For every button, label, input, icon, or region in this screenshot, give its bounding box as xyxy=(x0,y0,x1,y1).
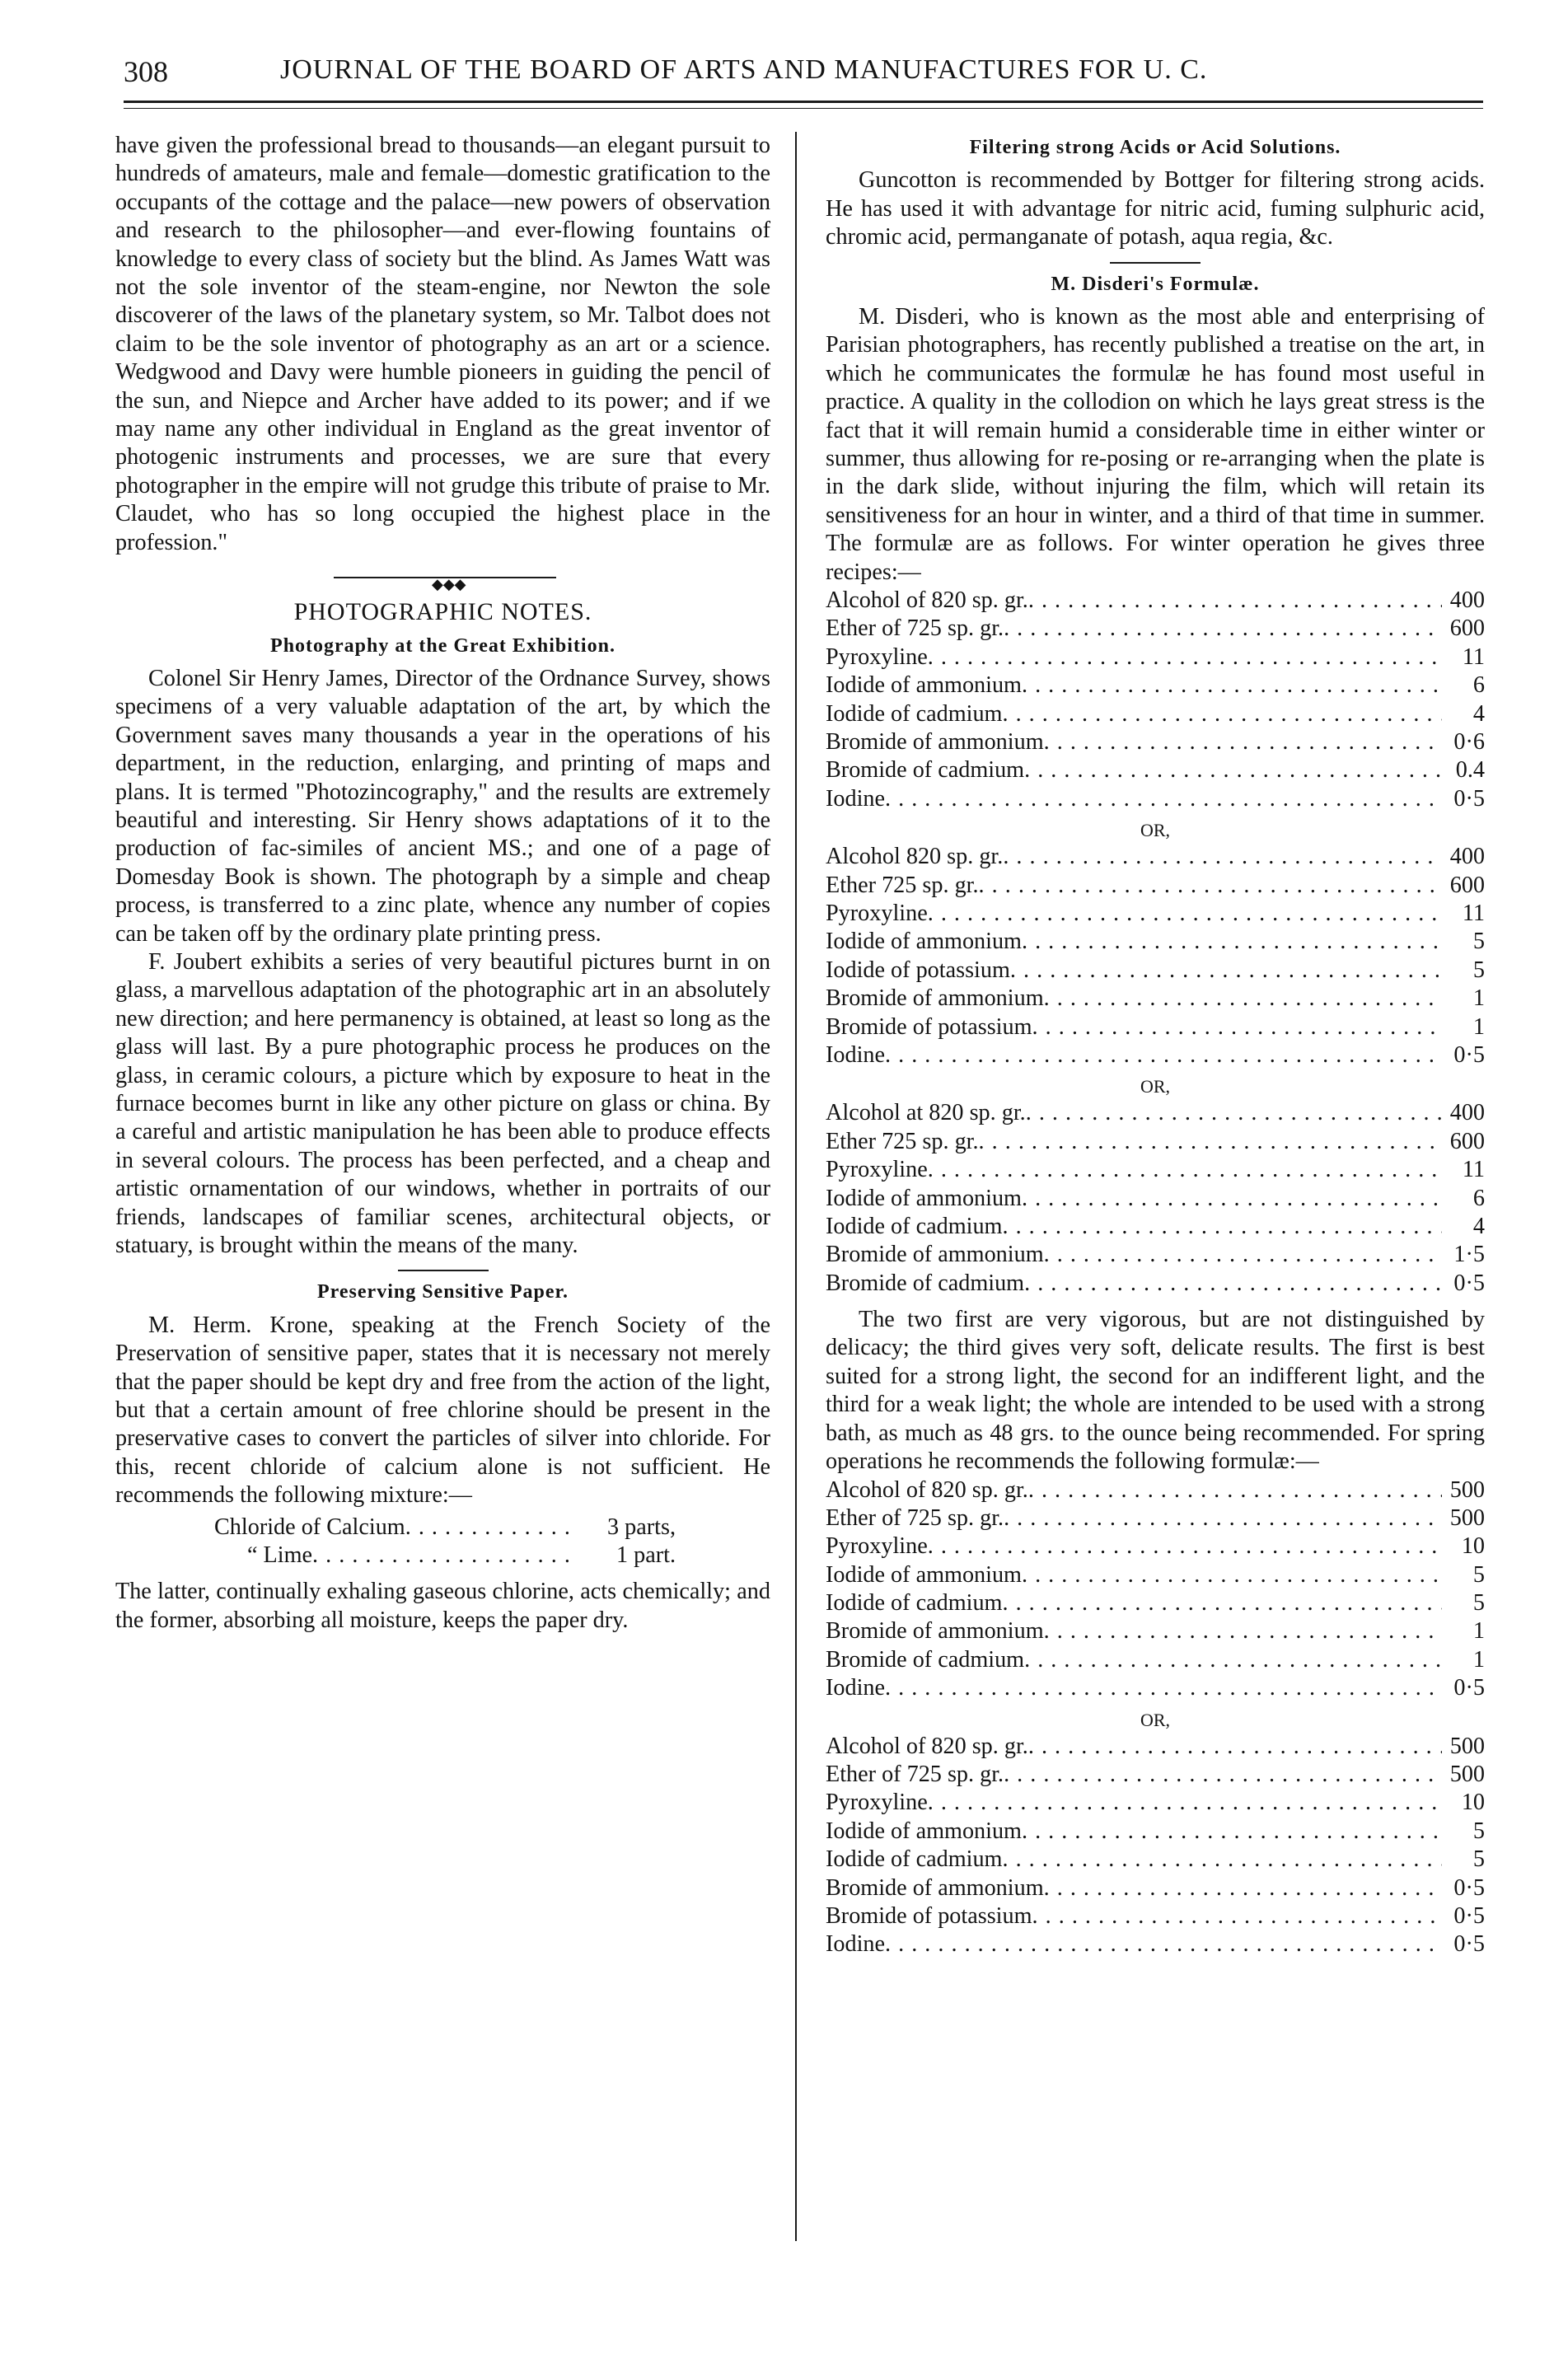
ingredient-quantity: 0·5 xyxy=(1442,785,1485,813)
ingredient-quantity: 1·5 xyxy=(1442,1241,1485,1269)
right-column xyxy=(826,132,1485,1959)
recipe-row xyxy=(826,643,1485,671)
ingredient-name: Bromide of ammonium . . . xyxy=(826,1874,1442,1902)
recipe-row xyxy=(826,1504,1485,1532)
ingredient-name: Pyroxyline . . . xyxy=(826,900,1442,928)
recipe-row xyxy=(826,785,1485,813)
subsection-heading: Preserving Sensitive Paper. xyxy=(317,1281,569,1303)
recipe-row xyxy=(826,1476,1485,1504)
ingredient-name: Alcohol at 820 sp. gr. . . . xyxy=(826,1099,1442,1127)
recipe-row xyxy=(826,1789,1485,1817)
recipe-row xyxy=(826,1617,1485,1645)
recipe-list xyxy=(826,1733,1485,1959)
ingredient-quantity: 0.4 xyxy=(1442,756,1485,784)
paragraph: The latter, continually exhaling gaseous chlorine, acts chemically; and the former, absorbing all moisture, keeps the paper dry. xyxy=(115,1579,770,1633)
recipe-row xyxy=(826,1646,1485,1674)
ingredient-quantity: 5 xyxy=(1442,928,1485,956)
recipe-row xyxy=(826,671,1485,700)
ingredient-name: Bromide of ammonium . . . xyxy=(826,985,1442,1013)
recipe-row xyxy=(826,985,1485,1013)
recipe-row xyxy=(826,1532,1485,1561)
recipe-row xyxy=(826,1874,1485,1902)
ingredient-quantity: 11 xyxy=(1442,900,1485,928)
ingredient-name: Bromide of cadmium . . . xyxy=(826,756,1442,784)
ingredient-quantity: 10 xyxy=(1442,1789,1485,1817)
recipe-row xyxy=(826,1674,1485,1702)
paragraph: have given the professional bread to thousands—an elegant pursuit to hundreds of amateurs, male and female—domestic gratification to the occupants of the cottage and the palace—new powers of observation and research to the philosopher—and ever-flowing fountains of knowledge to every class of society but the blind. As James Watt was not the sole inventor of the steam-engine, nor Newton the sole discoverer of the laws of the planetary system, so Mr. Talbot does not claim to be the sole inventor of photography as an art or a science. Wedgwood and Davy were humble pioneers in guiding the pencil of the sun, and Niepce and Archer have added to its power; and if we may name any other individual in England as the great inventor of photogenic instruments and processes, we are sure that every photographer in the empire will not grudge this tribute of praise to Mr. Claudet, who has so long occupied the highest place in the profession." xyxy=(115,133,770,555)
recipe-row xyxy=(826,1270,1485,1298)
ingredient-quantity: 1 xyxy=(1442,1646,1485,1674)
ingredient-name: Bromide of potassium . . . xyxy=(826,1013,1442,1041)
ingredient-name: Bromide of cadmium . . . xyxy=(826,1270,1442,1298)
ingredient-name: Ether of 725 sp. gr. . . . xyxy=(826,615,1442,643)
ingredient-name: Iodine . . . xyxy=(826,1674,1442,1702)
ingredient-quantity: 600 xyxy=(1442,1128,1485,1156)
or-label: OR, xyxy=(1140,1709,1171,1730)
ingredient-quantity: 6 xyxy=(1442,671,1485,700)
ingredient-name: Iodide of ammonium . . . xyxy=(826,1561,1442,1589)
recipe-row xyxy=(826,1099,1485,1127)
recipe-row xyxy=(826,1213,1485,1241)
ingredient-name: Iodide of ammonium . . . xyxy=(826,928,1442,956)
ingredient-quantity: 1 xyxy=(1442,1617,1485,1645)
ingredient-name: Pyroxyline . . . xyxy=(826,1532,1442,1561)
recipe-list xyxy=(826,1099,1485,1298)
ingredient-quantity: 5 xyxy=(1442,1846,1485,1874)
ingredient-name: Alcohol 820 sp. gr. . . . xyxy=(826,843,1442,871)
ingredient-name: Iodine . . . xyxy=(826,1930,1442,1958)
subsection-heading: M. Disderi's Formulæ. xyxy=(1051,273,1260,295)
recipe-list xyxy=(826,843,1485,1069)
recipe-row xyxy=(826,1846,1485,1874)
ingredient-quantity: 0·5 xyxy=(1442,1874,1485,1902)
ingredient-quantity: 11 xyxy=(1442,643,1485,671)
ingredient-quantity: 5 xyxy=(1442,1561,1485,1589)
ornamental-separator: ◆◆◆ xyxy=(115,565,770,590)
or-label: OR, xyxy=(1140,1076,1171,1097)
ingredient-name: Bromide of ammonium . . . xyxy=(826,1241,1442,1269)
ingredient-quantity: 500 xyxy=(1442,1476,1485,1504)
paragraph: Colonel Sir Henry James, Director of the Ordnance Survey, shows specimens of a very valuable adaptation of the art, by which the Government saves many thousands a year in the operations of his department, in the reduction, enlarging, and printing of maps and plans. It is termed "Photozincography," and the results are extremely beautiful and interesting. Sir Henry shows adaptations of it to the production of fac-similes of ancient MS.; and one of a page of Domesday Book is shown. The photograph by a simple and cheap process, is transferred to a zinc plate, whence any number of copies can be taken off by the ordinary plate printing press. xyxy=(115,665,770,947)
ingredient-quantity: 0·5 xyxy=(1442,1674,1485,1702)
ingredient-name: Ether 725 sp. gr. . . . xyxy=(826,1128,1442,1156)
ingredient-quantity: 1 xyxy=(1442,1013,1485,1041)
recipe-row xyxy=(826,756,1485,784)
ingredient-quantity: 5 xyxy=(1442,957,1485,985)
ingredient-name: Bromide of cadmium . . . xyxy=(826,1646,1442,1674)
mixture-row: Chloride of Calcium . . . 3 parts, xyxy=(214,1514,676,1542)
ingredient-quantity: 11 xyxy=(1442,1156,1485,1184)
paragraph: M. Herm. Krone, speaking at the French Society of the Preservation of sensitive paper, states that it is necessary not merely that the paper should be kept dry and free from the action of the light, but that a certain amount of free chlorine should be present in the preservative cases to convert the particles of silver into chloride. For this, recent chloride of calcium alone is not sufficient. He recommends the following mixture:— xyxy=(115,1312,770,1509)
or-label: OR, xyxy=(1140,820,1171,841)
ingredient-quantity: 4 xyxy=(1442,1213,1485,1241)
left-column xyxy=(115,132,770,1635)
recipe-row xyxy=(826,1589,1485,1617)
recipe-row xyxy=(826,1561,1485,1589)
recipe-row xyxy=(826,700,1485,728)
ingredient-quantity: 500 xyxy=(1442,1504,1485,1532)
mixture-row: “ Lime . . . 1 part. xyxy=(214,1542,676,1570)
ingredient-quantity: 600 xyxy=(1442,872,1485,900)
recipe-row xyxy=(826,1041,1485,1069)
paragraph: F. Joubert exhibits a series of very beautiful pictures burnt in on glass, a marvellous adaptation of the photographic art in an absolutely new direction; and here permanency is obtained, at least so long as the glass will last. By a pure photographic process he produces on the glass, in ceramic colours, a picture which by exposure to heat in the furnace becomes burnt in like any other picture on glass or china. By a careful and artistic manipulation he has been able to produce effects in several colours. The process has been perfected, and a cheap and artistic ornamentation of our windows, whether in portraits of our friends, landscapes of familiar scenes, architectural objects, or statuary, is brought within the means of the many. xyxy=(115,948,770,1259)
ingredient-quantity: 400 xyxy=(1442,843,1485,871)
ingredient-quantity: 500 xyxy=(1442,1733,1485,1761)
ingredient-name: Alcohol of 820 sp. gr. . . . xyxy=(826,587,1442,615)
ingredient-name: Ether of 725 sp. gr. . . . xyxy=(826,1504,1442,1532)
recipe-list xyxy=(826,587,1485,813)
ingredient-name: Iodide of potassium . . . xyxy=(826,957,1442,985)
recipe-list xyxy=(826,1476,1485,1703)
recipe-row xyxy=(826,957,1485,985)
recipe-row xyxy=(826,872,1485,900)
ingredient-quantity: 1 xyxy=(1442,985,1485,1013)
recipe-row xyxy=(826,1733,1485,1761)
ingredient-name: Iodine . . . xyxy=(826,1041,1442,1069)
recipe-row xyxy=(826,1241,1485,1269)
ingredient-name: Iodide of cadmium . . . xyxy=(826,700,1442,728)
ingredient-quantity: 0·6 xyxy=(1442,728,1485,756)
ingredient-name: Ether 725 sp. gr. . . . xyxy=(826,872,1442,900)
ingredient-quantity: 4 xyxy=(1442,700,1485,728)
column-divider xyxy=(795,132,797,2241)
ingredient-name: Iodide of cadmium . . . xyxy=(826,1213,1442,1241)
ingredient-quantity: 5 xyxy=(1442,1818,1485,1846)
ingredient-name: Pyroxyline . . . xyxy=(826,1789,1442,1817)
paragraph: Guncotton is recommended by Bottger for filtering strong acids. He has used it with advantage for nitric acid, fuming sulphuric acid, chromic acid, permanganate of potash, aqua regia, &c. xyxy=(826,167,1485,250)
recipe-row xyxy=(826,615,1485,643)
ingredient-name: Iodine . . . xyxy=(826,785,1442,813)
mixture-list xyxy=(214,1514,770,1570)
subsection-heading: Filtering strong Acids or Acid Solutions. xyxy=(969,137,1341,158)
ingredient-name: Iodide of ammonium . . . xyxy=(826,1185,1442,1213)
ingredient-quantity: 400 xyxy=(1442,587,1485,615)
recipe-row xyxy=(826,1761,1485,1789)
header-rule xyxy=(124,101,1483,103)
recipe-row xyxy=(826,1156,1485,1184)
ingredient-name: Iodide of ammonium . . . xyxy=(826,1818,1442,1846)
recipe-row xyxy=(826,1128,1485,1156)
ingredient-quantity: 0·5 xyxy=(1442,1041,1485,1069)
recipe-row xyxy=(826,1818,1485,1846)
recipe-row xyxy=(826,1185,1485,1213)
paragraph: The two first are very vigorous, but are not distinguished by delicacy; the third gives very soft, delicate results. The first is best suited for a strong light, the second for an indifferent light, and the third for a weak light; the whole are intended to be used with a strong bath, as much as 48 grs. to the ounce being recommended. For spring operations he recommends the following formulæ:— xyxy=(826,1307,1485,1475)
ingredient-name: Iodide of cadmium . . . xyxy=(826,1589,1442,1617)
ingredient-name: Ether of 725 sp. gr. . . . xyxy=(826,1761,1442,1789)
separator-rule xyxy=(398,1270,489,1271)
recipe-row xyxy=(826,843,1485,871)
ingredient-name: Iodide of cadmium . . . xyxy=(826,1846,1442,1874)
subsection-heading: Photography at the Great Exhibition. xyxy=(270,634,615,657)
ingredient-name: Pyroxyline . . . xyxy=(826,1156,1442,1184)
ingredient-name: Bromide of ammonium . . . xyxy=(826,1617,1442,1645)
recipe-row xyxy=(826,900,1485,928)
ingredient-quantity: 6 xyxy=(1442,1185,1485,1213)
header-rule-thin xyxy=(124,108,1483,109)
section-title: PHOTOGRAPHIC NOTES. xyxy=(293,598,592,626)
recipe-row xyxy=(826,1902,1485,1930)
page-header xyxy=(124,54,1483,96)
recipe-row xyxy=(826,587,1485,615)
ingredient-quantity: 600 xyxy=(1442,615,1485,643)
paragraph: M. Disderi, who is known as the most able and enterprising of Parisian photographers, has recently published a treatise on the art, in which he communicates the formulæ he has found most useful in practice. A quality in the collodion on which he lays great stress is the fact that it will remain humid a considerable time in either winter or summer, thus allowing for re-posing or re-arranging when the plate is in the dark slide, without injuring the film, which will retain its sensitiveness for an hour in winter, and a third of that time in summer. The formulæ are as follows. For winter operation he gives three recipes:— xyxy=(826,304,1485,585)
recipe-row xyxy=(826,1013,1485,1041)
ingredient-quantity: 0·5 xyxy=(1442,1930,1485,1958)
ingredient-quantity: 400 xyxy=(1442,1099,1485,1127)
ingredient-name: Iodide of ammonium . . . xyxy=(826,671,1442,700)
page-number: 308 xyxy=(124,55,168,88)
ingredient-quantity: 0·5 xyxy=(1442,1902,1485,1930)
ingredient-quantity: 5 xyxy=(1442,1589,1485,1617)
ingredient-name: Bromide of potassium . . . xyxy=(826,1902,1442,1930)
recipe-row xyxy=(826,1930,1485,1958)
recipe-row xyxy=(826,728,1485,756)
recipe-row xyxy=(826,928,1485,956)
separator-rule xyxy=(1110,262,1201,264)
ingredient-name: Bromide of ammonium . . . xyxy=(826,728,1442,756)
ingredient-quantity: 500 xyxy=(1442,1761,1485,1789)
ingredient-name: Pyroxyline . . . xyxy=(826,643,1442,671)
ingredient-quantity: 10 xyxy=(1442,1532,1485,1561)
ingredient-name: Alcohol of 820 sp. gr. . . . xyxy=(826,1733,1442,1761)
ingredient-quantity: 0·5 xyxy=(1442,1270,1485,1298)
running-title: JOURNAL OF THE BOARD OF ARTS AND MANUFACTURES FOR U. C. xyxy=(280,54,1208,85)
ingredient-name: Alcohol of 820 sp. gr. . . . xyxy=(826,1476,1442,1504)
